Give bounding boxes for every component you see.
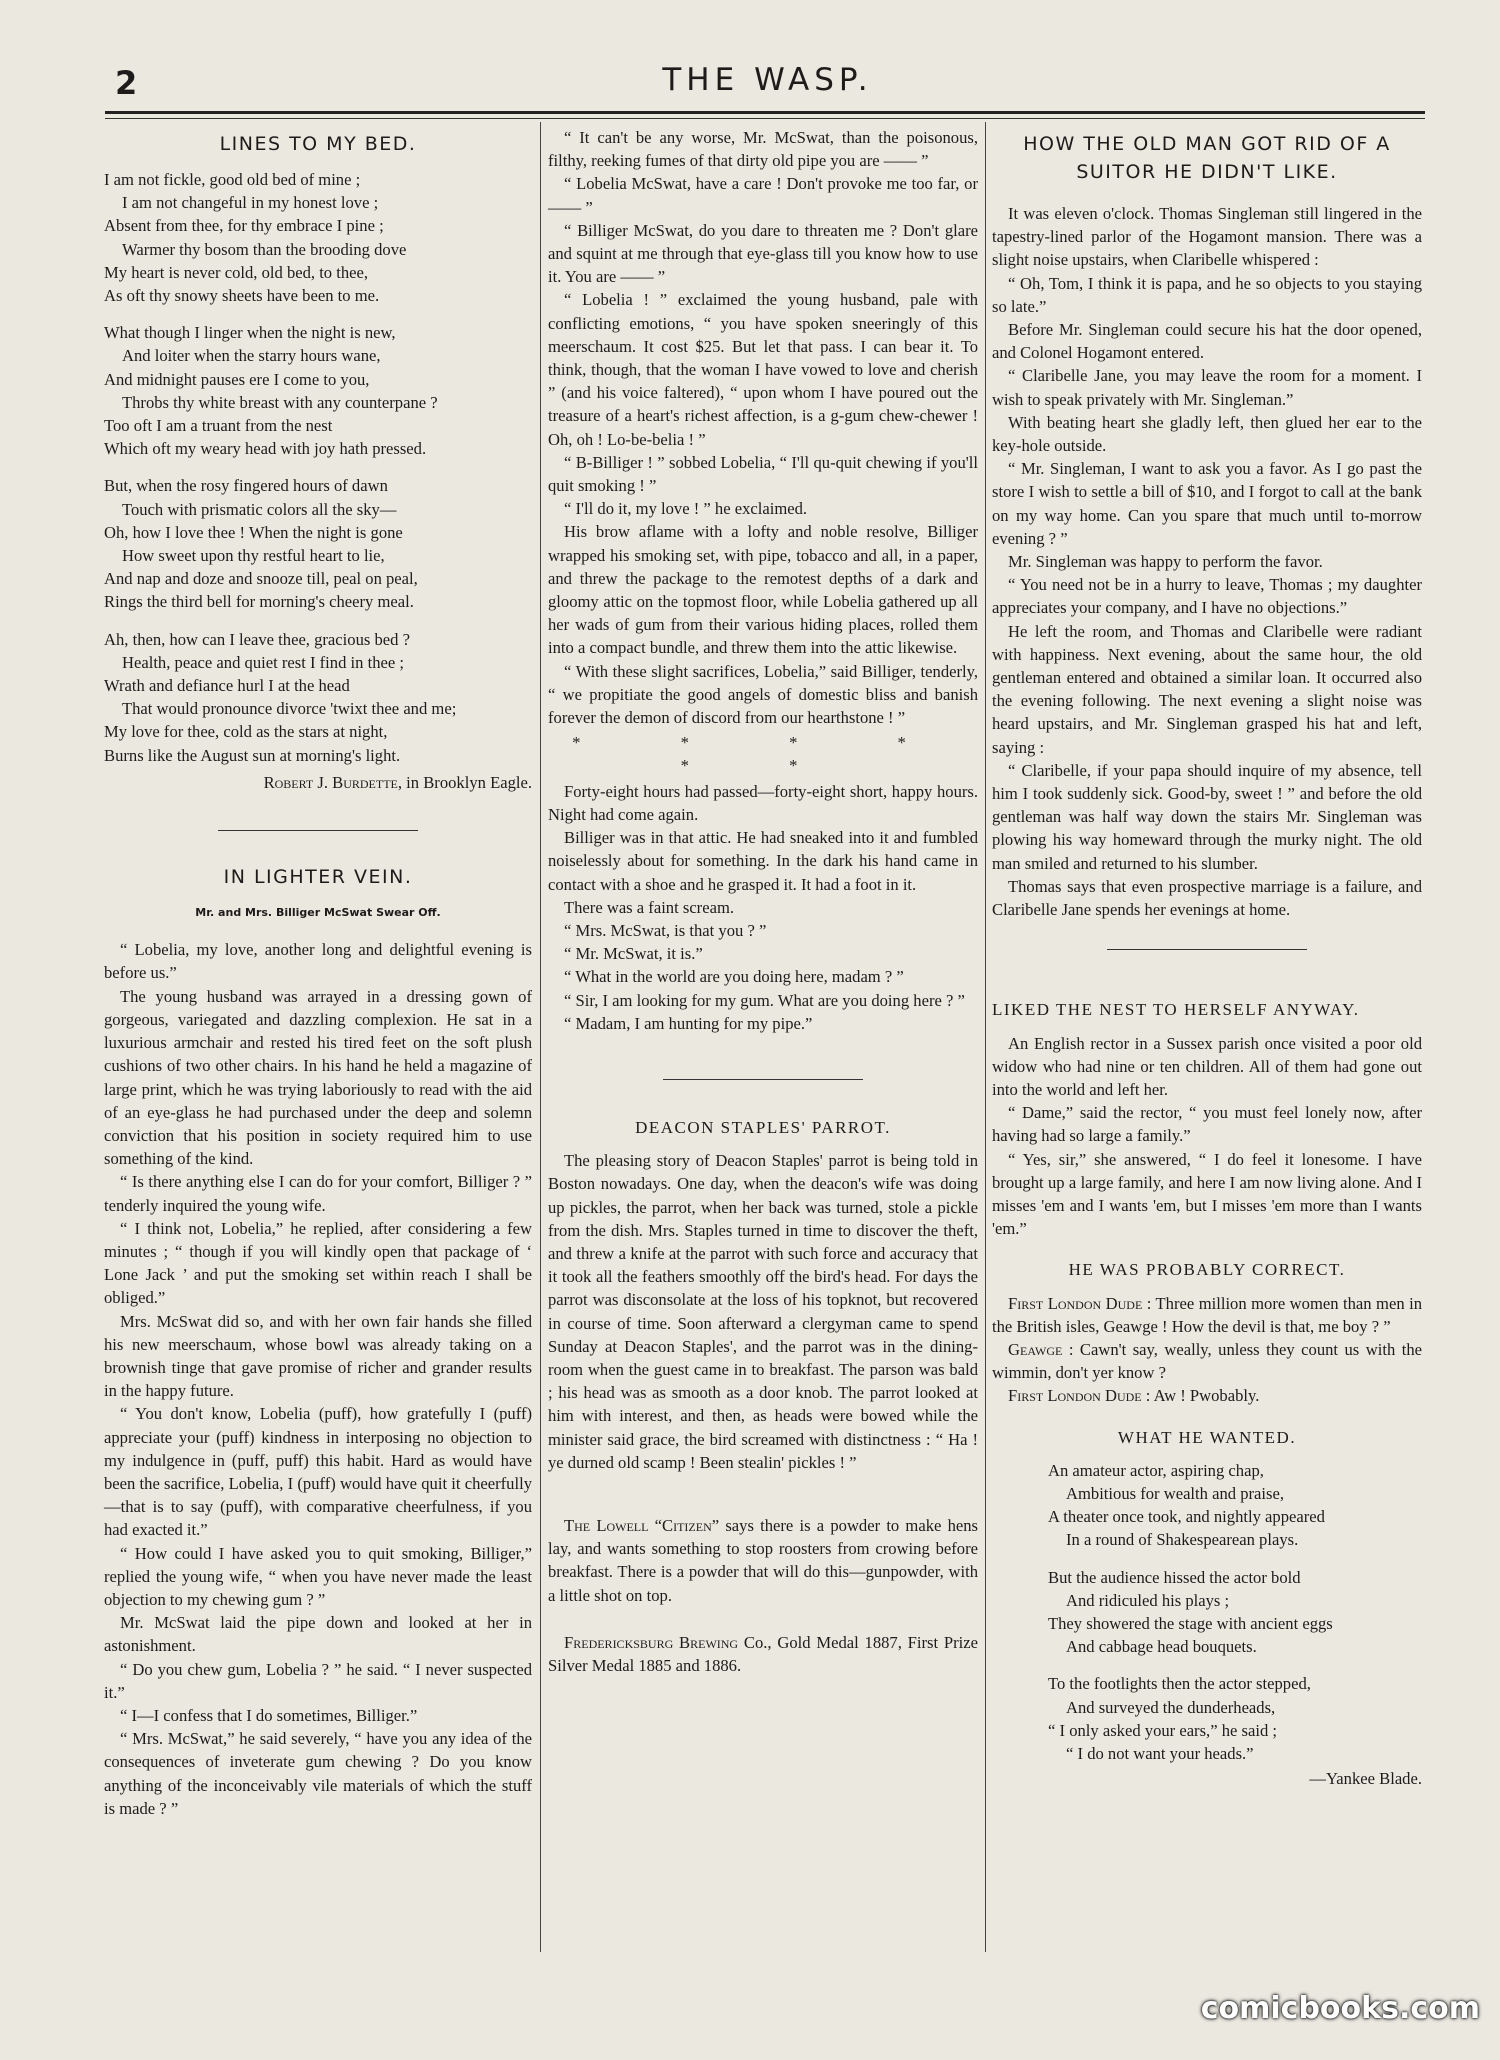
paragraph: “ Mr. Singleman, I want to ask you a favor. As I go past the store I wish to settle a bill of $10, and I forgot to call at the bank on my way home. Can you spare that much until to-morrow evening ? ” (992, 459, 1422, 548)
poem-line: I am not changeful in my honest love ; (122, 193, 379, 213)
correct-story (992, 1292, 1422, 1408)
poem-lines-to-my-bed (104, 168, 532, 767)
poem-line: In a round of Shakespearean plays. (1066, 1530, 1299, 1550)
paragraph: “ What in the world are you doing here, madam ? ” (564, 967, 904, 987)
paragraph: “ Mrs. McSwat, is that you ? ” (564, 920, 767, 940)
speaker: First London Dude : (1008, 1293, 1152, 1313)
paragraph: “ Madam, I am hunting for my pipe.” (564, 1013, 813, 1033)
column-rule-2 (985, 122, 986, 1952)
poem-line: Oh, how I love thee ! When the night is gone (104, 522, 403, 542)
correct-title: HE WAS PROBABLY CORRECT. (1068, 1260, 1346, 1280)
header-rule-thin (105, 118, 1425, 119)
paragraph: “ You don't know, Lobelia (puff), how gratefully I (puff) appreciate your (puff) kindness in interposing no objection to my indulgence in (puff, puff) this habit. Hard as would have been the sacrifice, Lobelia, I (puff) would have quit it cheerfully—that is to say (puff), with comparative cheerfulness, if you had exacted it.” (104, 1404, 532, 1540)
parrot-story (548, 1149, 978, 1474)
paragraph: Billiger was in that attic. He had sneaked into it and fumbled noiselessly about for something. In the dark his hand came in contact with a shoe and he grasped it. It had a foot in it. (548, 828, 978, 894)
poem-stanza (1048, 1672, 1422, 1765)
paragraph: The young husband was arrayed in a dressing gown of gorgeous, variegated and dazzling complexion. He sat in a luxurious armchair and rested his tired feet on the soft plush cushions of two other chairs. In his hand he held a magazine of large print, which he was trying laboriously to read with the aid of an eye-glass he had purchased under the deep and solemn conviction that his position in society required him to use something of the kind. (104, 986, 532, 1169)
paragraph: Mrs. McSwat did so, and with her own fair hands she filled his new meerschaum, whose bowl was already taking on a brownish tinge that gave promise of richer and grander results in the happy future. (104, 1311, 532, 1401)
poem-stanza (104, 168, 532, 307)
poem-line: They showered the stage with ancient eggs (1048, 1613, 1333, 1633)
poem-signature (104, 771, 532, 794)
author-source: in Brooklyn Eagle. (402, 772, 532, 792)
paragraph: An English rector in a Sussex parish once visited a poor old widow who had nine or ten children. All of them had gone out into the world and left her. (992, 1033, 1422, 1099)
section-divider (1107, 949, 1307, 950)
poem-title: LINES TO MY BED. (219, 133, 417, 155)
author-name: Robert J. Burdette, (263, 772, 403, 792)
paragraph: “ How could I have asked you to quit smoking, Billiger,” replied the young wife, “ when you have never made the least objection to my chewing gum ? ” (104, 1543, 532, 1609)
poem-line: A theater once took, and nightly appeared (1048, 1507, 1325, 1527)
paragraph: “ Oh, Tom, I think it is papa, and he so objects to you staying so late.” (992, 273, 1422, 316)
poem-line: And loiter when the starry hours wane, (122, 346, 381, 366)
paragraph: “ Do you chew gum, Lobelia ? ” he said. “ I never suspected it.” (104, 1659, 532, 1702)
poem-line: Ah, then, how can I leave thee, gracious bed ? (104, 629, 410, 649)
story-byline: Mr. and Mrs. Billiger McSwat Swear Off. (195, 906, 441, 920)
page-header (105, 58, 1430, 108)
paragraph: With beating heart she gladly left, then glued her ear to the key-hole outside. (992, 412, 1422, 456)
story-title: IN LIGHTER VEIN. (223, 866, 413, 889)
paragraph: “ Yes, sir,” she answered, “ I do feel it lonesome. I have brought up a large family, and here I am now living alone. And I misses 'em and I wants 'em, but I misses 'em more than I wants 'em.” (992, 1149, 1422, 1239)
nest-title: LIKED THE NEST TO HERSELF ANYWAY. (992, 1000, 1360, 1020)
paragraph: “ With these slight sacrifices, Lobelia,” said Billiger, tenderly, “ we propitiate the good angels of domestic bliss and banish forever the demon of discord from our hearthstone ! ” (548, 661, 978, 728)
paragraph: Before Mr. Singleman could secure his hat the door opened, and Colonel Hogamont entered. (992, 320, 1422, 363)
poem-stanza (1048, 1459, 1422, 1552)
paragraph: He left the room, and Thomas and Claribelle were radiant with happiness. Next evening, about the same hour, the old gentleman entered and obtained a similar loan. It occurred also the evening following. The next evening a slight noise was heard upstairs, and Mr. Singleman grasped his hat and left, saying : (992, 621, 1422, 757)
paragraph: “ Dame,” said the rector, “ you must feel lonely now, after having had so large a family.” (992, 1103, 1422, 1146)
paragraph: Mr. Singleman was happy to perform the favor. (1008, 552, 1323, 572)
dialogue-line (992, 1338, 1422, 1384)
poem-line: Wrath and defiance hurl I at the head (104, 676, 350, 696)
poem-line: And surveyed the dunderheads, (1066, 1697, 1276, 1717)
dialogue-text: Cawn't say, weally, unless they count us with the wimmin, don't yer know ? (992, 1339, 1422, 1383)
paragraph: Forty-eight hours had passed—forty-eight short, happy hours. Night had come again. (548, 781, 978, 824)
paragraph: It was eleven o'clock. Thomas Singleman still lingered in the tapestry-lined parlor of the Hogamont mansion. There was a slight noise upstairs, when Claribelle whispered : (992, 204, 1422, 270)
poem-line: Burns like the August sun at morning's light. (104, 745, 401, 765)
poem-line: That would pronounce divorce 'twixt thee and me; (122, 699, 457, 719)
paragraph: Thomas says that even prospective marriage is a failure, and Claribelle Jane spends her evenings at home. (992, 876, 1422, 920)
header-rule (105, 111, 1425, 114)
poem-stanza (104, 628, 532, 767)
suitor-story (992, 202, 1422, 921)
poem-line: To the footlights then the actor stepped, (1048, 1674, 1311, 1694)
paragraph: “ Sir, I am looking for my gum. What are you doing here ? ” (564, 990, 965, 1010)
ad-lead: Fredericksburg Brewing (564, 1632, 739, 1652)
ad-text: Co., Gold Medal 1887, First Prize Silver Medal 1885 and 1886. (548, 1632, 979, 1675)
story-ending (548, 780, 978, 1035)
poem-line: “ I do not want your heads.” (1066, 1743, 1254, 1763)
speaker: Geawge : (1008, 1339, 1074, 1359)
parrot-title: DEACON STAPLES' PARROT. (635, 1117, 891, 1137)
poem-line: Warmer thy bosom than the brooding dove (122, 239, 407, 259)
suitor-title: HOW THE OLD MAN GOT RID OF A SUITOR HE DIDN'T LIKE. (1023, 133, 1391, 183)
paragraph: “ Lobelia, my love, another long and delightful evening is before us.” (104, 940, 532, 983)
column-rule-1 (540, 122, 541, 1952)
paragraph: “ Billiger McSwat, do you dare to threaten me ? Don't glare and squint at me through that eye-glass till you know how to use it. You are —— ” (548, 220, 978, 287)
poem-line: And midnight pauses ere I come to you, (104, 369, 370, 389)
poem-line: Health, peace and quiet rest I find in thee ; (122, 652, 404, 672)
poem-line: I am not fickle, good old bed of mine ; (104, 170, 361, 189)
column-2 (548, 126, 978, 1677)
paragraph: The pleasing story of Deacon Staples' parrot is being told in Boston nowadays. One day, when the deacon's wife was doing up pickles, the parrot, when her back was turned, stole a pickle from the dish. Mrs. Staples turned in time to discover the theft, and threw a knife at the parrot with such force and accuracy that it took all the feathers smoothly off the bird's head. For days the parrot was disconsolate at the loss of his topknot, but recovered in course of time. Soon afterward a clergyman came to spend Sunday at Deacon Staples', and the parrot was in the dining-room when the guest came in to breakfast. The parson was bald ; his head was as smooth as a door knob. The parrot looked at him with interest, and then, as heads were bowed while the minister said grace, the bird screamed with distinctness : “ Ha ! ye durned old scamp ! Been stealin' pickles ! ” (548, 1151, 978, 1472)
wanted-source: —Yankee Blade. (1309, 1769, 1422, 1789)
poem-line: And nap and doze and snooze till, peal on peal, (104, 569, 418, 589)
poem-line: Too oft I am a truant from the nest (104, 416, 333, 436)
paragraph: “ Claribelle, if your papa should inquire of my absence, tell him I took suddenly sick. Good-by, sweet ! ” and before the old gentleman was half way down the stairs Mr. Singleman was plowing his way homeward through the murky night. The old man smiled and returned to his slumber. (992, 760, 1422, 873)
brewing-ad (548, 1631, 978, 1677)
column-3 (992, 126, 1422, 1790)
poem-line: What though I linger when the night is new, (104, 323, 396, 343)
poem-line: Ambitious for wealth and praise, (1066, 1483, 1284, 1503)
poem-line: Rings the third bell for morning's cheery meal. (104, 592, 414, 612)
paragraph: “ Is there anything else I can do for your comfort, Billiger ? ” tenderly inquired the young wife. (104, 1172, 532, 1215)
poem-line: Absent from thee, for thy embrace I pine ; (104, 216, 384, 236)
poem-line: My heart is never cold, old bed, to thee, (104, 262, 369, 282)
poem-line: But, when the rosy fingered hours of dawn (104, 476, 388, 496)
dialogue-text: Aw ! Pwobably. (1150, 1386, 1260, 1406)
lowell-text: says there is a powder to make hens lay, and wants something to stop roosters from crowing before breakfast. There is a powder that will do this—gunpowder, with a little shot on top. (548, 1515, 978, 1605)
paragraph: “ It can't be any worse, Mr. McSwat, than the poisonous, filthy, reeking fumes of that dirty old pipe you are —— ” (548, 128, 978, 171)
paragraph: “ Lobelia McSwat, have a care ! Don't provoke me too far, or —— ” (548, 174, 978, 217)
paragraph: “ I think not, Lobelia,” he replied, after considering a few minutes ; “ though if you will kindly open that package of ‘ Lone Jack ’ and put the smoking set within reach I shall be obliged.” (104, 1218, 532, 1308)
poem-line: But the audience hissed the actor bold (1048, 1567, 1301, 1587)
section-divider (218, 830, 418, 831)
poem-line: Throbs thy white breast with any counterpane ? (122, 392, 438, 412)
paragraph: “ I—I confess that I do sometimes, Billiger.” (120, 1705, 418, 1725)
column-1 (104, 126, 532, 1820)
dialogue-line (992, 1292, 1422, 1338)
paragraph: “ B-Billiger ! ” sobbed Lobelia, “ I'll qu-quit chewing if you'll quit smoking ! ” (548, 452, 978, 496)
masthead: THE WASP. (662, 62, 873, 98)
poem-line: My love for thee, cold as the stars at night, (104, 722, 388, 742)
poem-line: “ I only asked your ears,” he said ; (1048, 1720, 1278, 1740)
paragraph: There was a faint scream. (564, 897, 734, 917)
lowell-lead: The Lowell “Citizen” (564, 1515, 720, 1535)
paragraph: His brow aflame with a lofty and noble resolve, Billiger wrapped his smoking set, with pipe, tobacco and all, in a paper, and threw the package to the remotest depths of a dark and gloomy attic on the topmost floor, while Lobelia gathered up all her wads of gum from their various hiding places, rolled them into a compact bundle, and threw them into the attic likewise. (548, 522, 978, 658)
poem-stanza (104, 321, 532, 460)
dialogue-line (992, 1384, 1422, 1407)
paragraph: “ Claribelle Jane, you may leave the room for a moment. I wish to speak privately with Mr. Singleman.” (992, 366, 1422, 409)
paragraph: “ Lobelia ! ” exclaimed the young husband, pale with conflicting emotions, “ you have spoken sneeringly of this meerschaum. It cost $25. But let that pass. I can bear it. To think, though, that the woman I have vowed to love and cherish ” (and his voice faltered), “ upon whom I have poured out the treasure of a heart's richest affection, is a g-gum chew-chewer ! Oh, oh ! Lo-be-belia ! ” (548, 290, 978, 449)
speaker: First London Dude : (1008, 1386, 1151, 1406)
paragraph: “ I'll do it, my love ! ” he exclaimed. (564, 499, 808, 519)
nest-story (992, 1032, 1422, 1241)
wanted-poem (992, 1459, 1422, 1765)
paragraph: Mr. McSwat laid the pipe down and looked at her in astonishment. (104, 1613, 532, 1656)
watermark: comicbooks.com (1200, 1991, 1480, 2026)
poem-line: And cabbage head bouquets. (1066, 1637, 1257, 1657)
wanted-title: WHAT HE WANTED. (1117, 1427, 1297, 1447)
poem-line: Which oft my weary head with joy hath pressed. (104, 439, 427, 459)
story-continued (548, 126, 978, 729)
dialogue-text: Three million more women than men in the British isles, Geawge ! How the devil is that, me boy ? ” (992, 1293, 1422, 1336)
paragraph: “ Mr. McSwat, it is.” (564, 944, 703, 964)
poem-line: An amateur actor, aspiring chap, (1048, 1460, 1264, 1480)
poem-line: As oft thy snowy sheets have been to me. (104, 286, 380, 306)
poem-line: Touch with prismatic colors all the sky— (122, 499, 397, 519)
page-number: 2 (115, 64, 138, 102)
paragraph: “ Mrs. McSwat,” he said severely, “ have you any idea of the consequences of inveterate gum chewing ? Do you know anything of the inconceivably vile materials of which the stuff is made ? ” (104, 1729, 532, 1818)
poem-stanza (1048, 1566, 1422, 1659)
story-body (104, 938, 532, 1820)
poem-line: And ridiculed his plays ; (1066, 1590, 1230, 1610)
lowell-item (548, 1514, 978, 1607)
poem-line: How sweet upon thy restful heart to lie, (122, 546, 385, 566)
paragraph: “ You need not be in a hurry to leave, Thomas ; my daughter appreciates your company, and I have no objections.” (992, 575, 1422, 618)
section-divider (663, 1079, 863, 1080)
poem-stanza (104, 474, 532, 613)
section-stars: * * * * * * (572, 733, 954, 776)
